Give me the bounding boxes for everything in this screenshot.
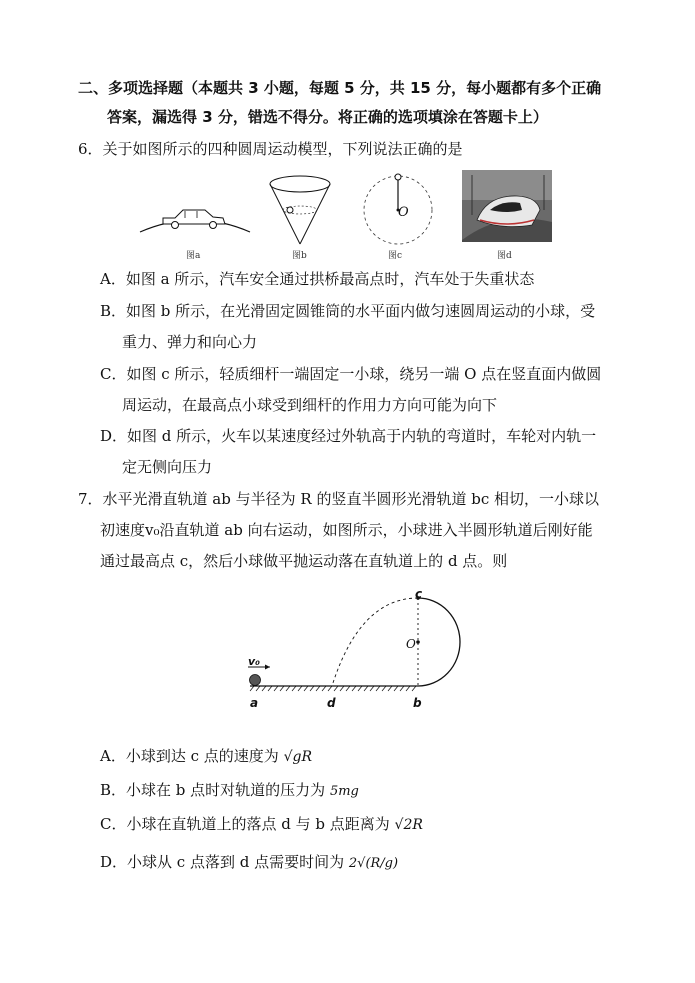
figure-b-cone — [265, 172, 335, 247]
caption-c: 图c — [388, 251, 403, 261]
q7-fig-label-o: O — [406, 637, 416, 651]
q7-option-b-text: B．小球在 b 点时对轨道的压力为 — [100, 781, 326, 799]
section-title-line1: 二、多项选择题（本题共 3 小题，每题 5 分，共 15 分，每小题都有多个正确 — [78, 79, 602, 97]
q7-stem-line2: 初速度v₀沿直轨道 ab 向右运动，如图所示，小球进入半圆形轨道后刚好能 — [100, 521, 593, 539]
q6-option-b-line1: B．如图 b 所示，在光滑固定圆锥筒的水平面内做匀速圆周运动的小球，受 — [100, 302, 596, 320]
q6-stem: 6．关于如图所示的四种圆周运动模型，下列说法正确的是 — [78, 140, 463, 158]
q6-option-c-line1: C．如图 c 所示，轻质细杆一端固定一小球，绕另一端 O 点在竖直面内做圆 — [100, 365, 602, 383]
caption-d: 图d — [497, 251, 512, 261]
figure-c-label-o: O — [398, 205, 409, 220]
q6-option-a: A．如图 a 所示，汽车安全通过拱桥最高点时，汽车处于失重状态 — [100, 270, 535, 288]
section-title-line2: 答案，漏选得 3 分，错选不得分。将正确的选项填涂在答题卡上） — [107, 108, 548, 126]
q6-option-b-line2: 重力、弹力和向心力 — [122, 333, 258, 351]
q6-option-c-line2: 周运动，在最高点小球受到细杆的作用力方向可能为向下 — [122, 396, 498, 414]
q7-fig-label-v0: v₀ — [248, 655, 260, 668]
figure-a-car-bridge — [135, 190, 255, 250]
q7-option-a-math: √gR — [283, 749, 312, 765]
figure-d-train-photo — [462, 170, 552, 242]
q7-fig-label-b: b — [413, 696, 422, 710]
q7-option-c-math: √2R — [394, 817, 423, 833]
q7-figure — [240, 585, 480, 710]
q7-option-c — [100, 814, 423, 835]
caption-a: 图a — [186, 251, 201, 261]
q7-option-d-text: D．小球从 c 点落到 d 点需要时间为 — [100, 853, 345, 871]
q7-fig-label-d: d — [327, 696, 336, 710]
q6-option-d-line2: 定无侧向压力 — [122, 458, 213, 476]
q6-option-d-line1: D．如图 d 所示，火车以某速度经过外轨高于内轨的弯道时，车轮对内轨一 — [100, 427, 597, 445]
q7-option-d — [100, 852, 398, 874]
q7-option-a — [100, 746, 312, 767]
q7-fig-label-c: c — [415, 587, 423, 601]
q7-option-d-math: 2√(R/g) — [348, 856, 399, 871]
q7-option-a-text: A．小球到达 c 点的速度为 — [100, 747, 279, 765]
q7-option-b — [100, 780, 359, 802]
q7-stem-line1: 7．水平光滑直轨道 ab 与半径为 R 的竖直半圆形光滑轨道 bc 相切，一小球以 — [78, 490, 599, 508]
caption-b: 图b — [292, 251, 307, 261]
q7-option-c-text: C．小球在直轨道上的落点 d 与 b 点距离为 — [100, 815, 390, 833]
q7-stem-line3: 通过最高点 c，然后小球做平抛运动落在直轨道上的 d 点。则 — [100, 552, 508, 570]
q7-fig-label-a: a — [250, 696, 259, 710]
q7-option-b-math: 5mg — [329, 784, 359, 799]
